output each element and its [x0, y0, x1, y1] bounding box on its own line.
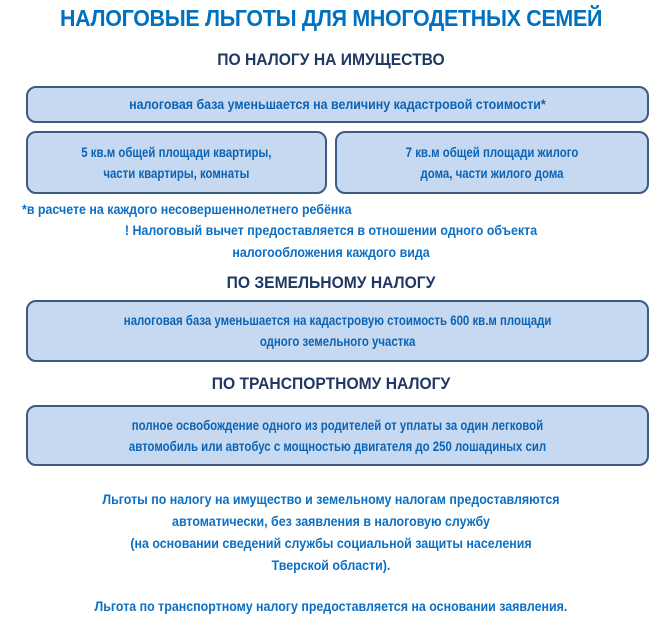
deduction-warning-line2: налогообложения каждого вида	[232, 244, 430, 260]
transport-tax-line1: полное освобождение одного из родителей от уплаты за один легковой	[131, 417, 544, 433]
property-tax-heading: ПО НАЛОГУ НА ИМУЩЕСТВО	[217, 50, 445, 69]
property-tax-main-box	[26, 86, 649, 123]
transport-application-note: Льгота по транспортному налогу предоставляется на основании заявления.	[94, 599, 568, 614]
house-deduction-line1: 7 кв.м общей площади жилого	[405, 144, 579, 160]
automatic-note-line3: (на основании сведений службы социальной защиты населения	[130, 536, 532, 551]
apartment-deduction-line1: 5 кв.м общей площади квартиры,	[81, 144, 272, 160]
house-deduction-line2: дома, части жилого дома	[420, 165, 564, 181]
deduction-warning-line1: ! Налоговый вычет предоставляется в отношении одного объекта	[124, 223, 538, 238]
apartment-deduction-box	[26, 131, 327, 194]
transport-tax-heading: ПО ТРАНСПОРТНОМУ НАЛОГУ	[211, 374, 451, 393]
land-tax-line2: одного земельного участка	[259, 334, 416, 349]
automatic-note-line2: автоматически, без заявления в налоговую службу	[172, 514, 490, 529]
automatic-note-line1: Льготы по налогу на имущество и земельному налогам предоставляются	[102, 492, 560, 507]
transport-tax-line2: автомобиль или автобус с мощностью двигателя до 250 лошадиных сил	[128, 438, 547, 454]
land-tax-heading: ПО ЗЕМЕЛЬНОМУ НАЛОГУ	[226, 273, 436, 292]
automatic-note-line4: Тверской области).	[271, 558, 391, 573]
house-deduction-box	[335, 131, 649, 194]
automatic-benefits-note	[0, 489, 662, 577]
land-tax-box	[26, 300, 649, 362]
property-tax-main-text: налоговая база уменьшается на величину кадастровой стоимости*	[129, 97, 546, 112]
land-tax-line1: налоговая база уменьшается на кадастровую стоимость 600 кв.м площади	[123, 313, 552, 328]
deduction-warning	[0, 220, 662, 263]
apartment-deduction-line2: части квартиры, комнаты	[103, 165, 250, 181]
page-title: НАЛОГОВЫЕ ЛЬГОТЫ ДЛЯ МНОГОДЕТНЫХ СЕМЕЙ	[59, 5, 603, 31]
footnote: *в расчете на каждого несовершеннолетнего ребёнка	[22, 202, 352, 217]
transport-tax-box	[26, 405, 649, 466]
